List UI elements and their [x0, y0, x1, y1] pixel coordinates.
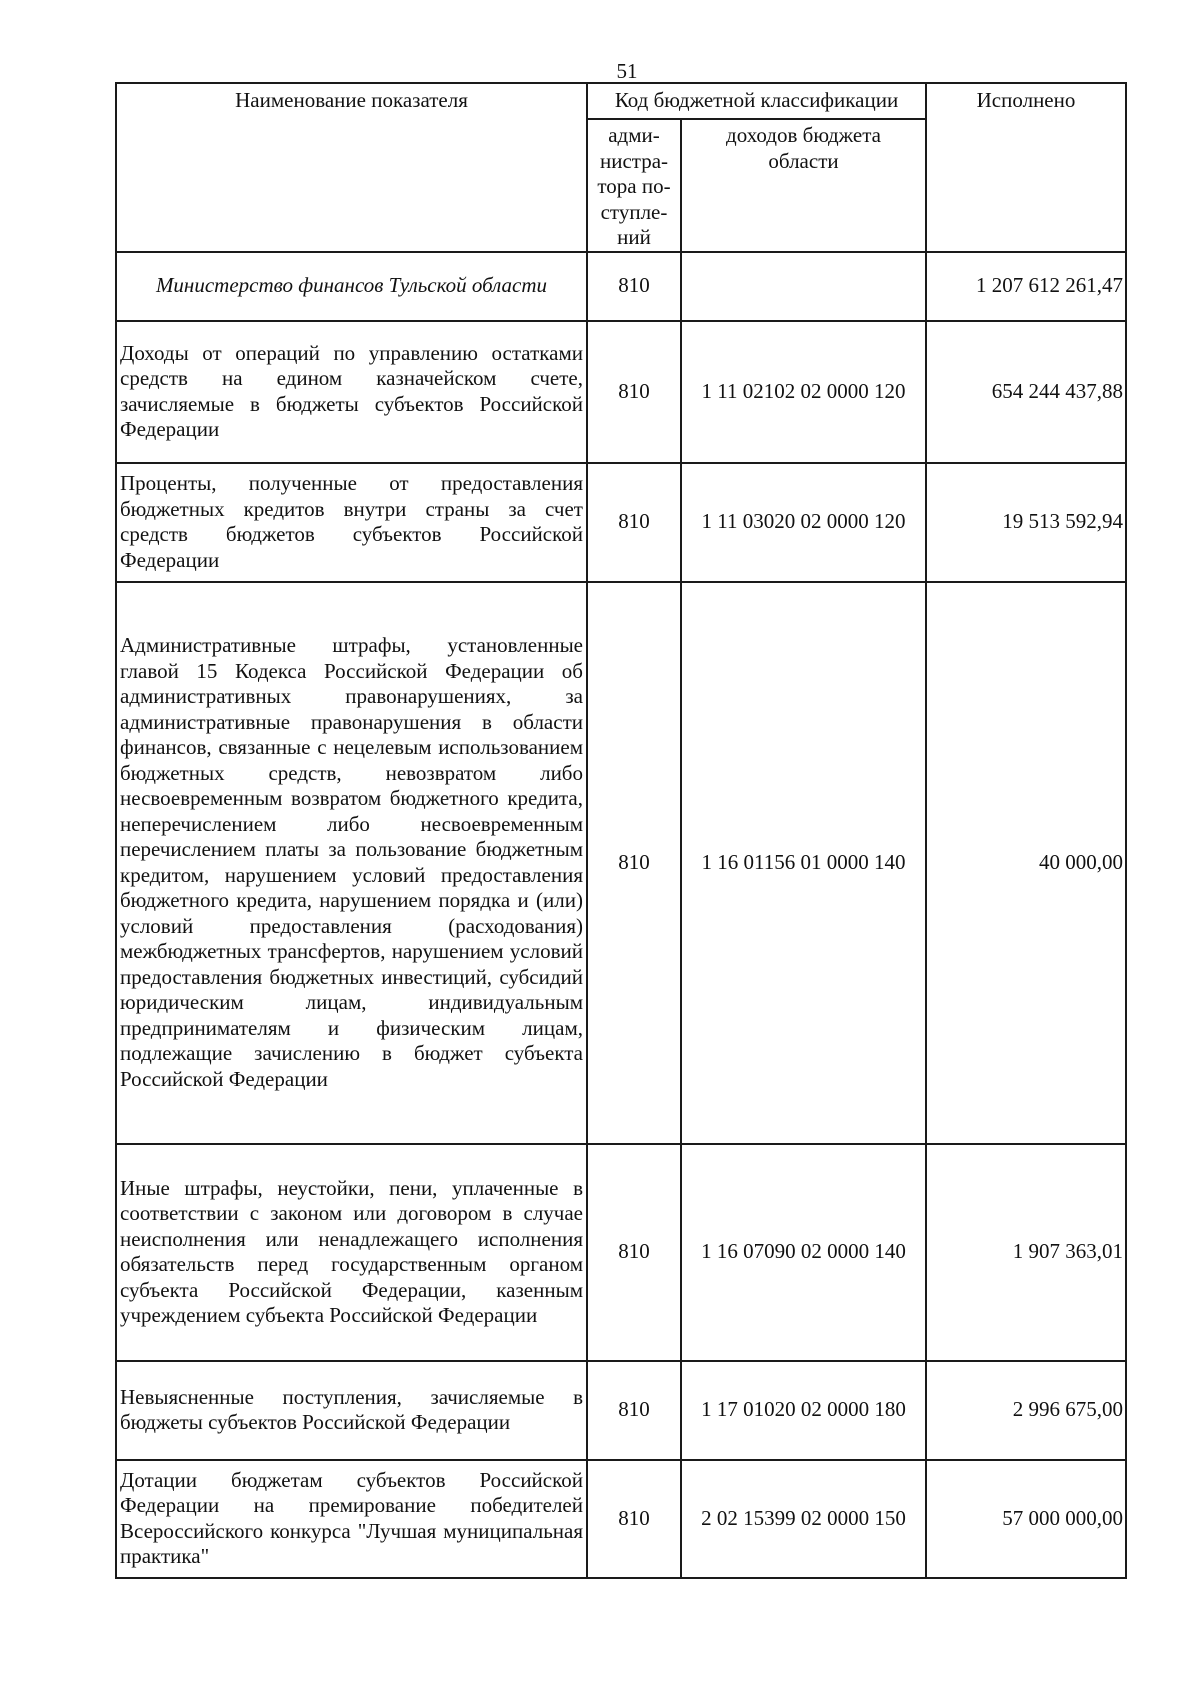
ministry-name: Министерство финансов Тульской области: [116, 252, 587, 321]
row-administrator-code: 810: [587, 1460, 681, 1578]
row-indicator-name: Иные штрафы, неустойки, пени, уплаченные в соответствии с законом или договором в случае неисполнения или ненадлежащего исполнения обязательств перед государственным органом субъекта Российской Федерации, казенным учреждением субъекта Российской Федерации: [116, 1144, 587, 1361]
ministry-administrator-code: 810: [587, 252, 681, 321]
row-executed-amount: 654 244 437,88: [926, 321, 1126, 463]
table-row: [116, 1144, 1126, 1361]
row-executed-amount: 19 513 592,94: [926, 463, 1126, 582]
table-row: [116, 321, 1126, 463]
header-administrator-text: адми- нистра- тора по- ступле- ний: [597, 123, 671, 249]
table-row: [116, 463, 1126, 582]
row-executed-amount: 57 000 000,00: [926, 1460, 1126, 1578]
header-indicator-name: Наименование показателя: [116, 83, 587, 252]
row-income-code: 1 16 07090 02 0000 140: [681, 1144, 926, 1361]
table-row: [116, 1361, 1126, 1460]
ministry-executed-amount: 1 207 612 261,47: [926, 252, 1126, 321]
row-income-code: 1 17 01020 02 0000 180: [681, 1361, 926, 1460]
table-row-ministry: [116, 252, 1126, 321]
row-indicator-name: Проценты, полученные от предоставления бюджетных кредитов внутри страны за счет средств бюджетов субъектов Российской Федерации: [116, 463, 587, 582]
row-income-code: 2 02 15399 02 0000 150: [681, 1460, 926, 1578]
table-row: [116, 1460, 1126, 1578]
row-administrator-code: 810: [587, 1144, 681, 1361]
page-number: 51: [616, 59, 638, 83]
budget-revenue-table: [115, 82, 1127, 1579]
header-executed: Исполнено: [926, 83, 1126, 252]
table-body: [116, 252, 1126, 1578]
row-income-code: 1 11 02102 02 0000 120: [681, 321, 926, 463]
row-administrator-code: 810: [587, 321, 681, 463]
row-indicator-name: Дотации бюджетам субъектов Российской Федерации на премирование победителей Всероссийского конкурса "Лучшая муниципальная практика": [116, 1460, 587, 1578]
row-income-code: 1 16 01156 01 0000 140: [681, 582, 926, 1144]
row-indicator-name: Административные штрафы, установленные главой 15 Кодекса Российской Федерации об административных правонарушениях, за административные правонарушения в области финансов, связанные с нецелевым использованием бюджетных средств, невозвратом либо несвоевременным возвратом бюджетного кредита, неперечислением либо несвоевременным перечислением платы за пользование бюджетным кредитом, нарушением условий предоставления бюджетного кредита, нарушением порядка и (или) условий предоставления (расходования) межбюджетных трансфертов, нарушением условий предоставления бюджетных инвестиций, субсидий юридическим лицам, индивидуальным предпринимателям и физическим лицам, подлежащие зачислению в бюджет субъекта Российской Федерации: [116, 582, 587, 1144]
header-income-code-text: доходов бюджета области: [726, 123, 881, 173]
header-administrator: [587, 119, 681, 252]
table-row: [116, 582, 1126, 1144]
row-administrator-code: 810: [587, 582, 681, 1144]
row-executed-amount: 40 000,00: [926, 582, 1126, 1144]
ministry-income-code: [681, 252, 926, 321]
row-administrator-code: 810: [587, 1361, 681, 1460]
row-executed-amount: 2 996 675,00: [926, 1361, 1126, 1460]
row-indicator-name: Доходы от операций по управлению остатками средств на едином казначейском счете, зачисляемые в бюджеты субъектов Российской Федерации: [116, 321, 587, 463]
row-indicator-name: Невыясненные поступления, зачисляемые в бюджеты субъектов Российской Федерации: [116, 1361, 587, 1460]
header-income-code: [681, 119, 926, 252]
header-budget-classification-code: Код бюджетной классификации: [587, 83, 926, 119]
row-executed-amount: 1 907 363,01: [926, 1144, 1126, 1361]
table-header: [116, 83, 1126, 252]
row-administrator-code: 810: [587, 463, 681, 582]
row-income-code: 1 11 03020 02 0000 120: [681, 463, 926, 582]
